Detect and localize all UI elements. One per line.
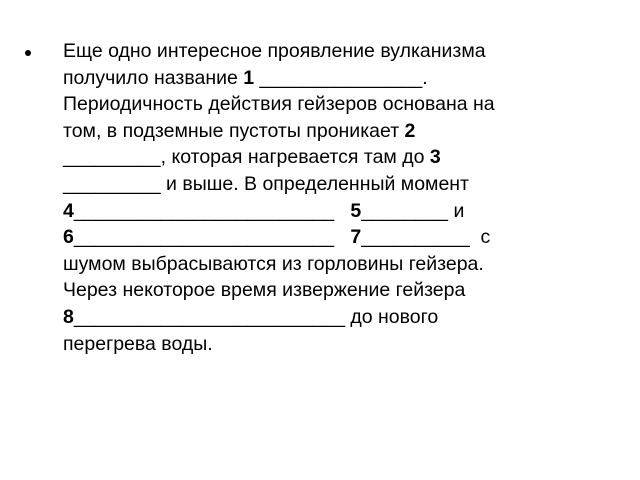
text-line bbox=[63, 331, 622, 358]
text-line bbox=[63, 91, 622, 118]
worksheet-paragraph bbox=[63, 38, 622, 357]
text-line bbox=[63, 38, 622, 65]
text-line bbox=[63, 65, 622, 92]
text-line bbox=[63, 224, 622, 251]
bullet-item bbox=[22, 38, 622, 357]
blank-number: 7 bbox=[350, 226, 362, 249]
blank-number: 2 bbox=[404, 119, 416, 142]
text-segment: ________________________ bbox=[73, 199, 351, 222]
text-line bbox=[63, 198, 622, 225]
blank-number: 5 bbox=[350, 199, 362, 222]
text-segment: Периодичность действия гейзеров основана на bbox=[63, 93, 495, 116]
bullet-dot-icon bbox=[25, 50, 31, 56]
text-segment: _______________. bbox=[254, 66, 428, 89]
blank-number: 8 bbox=[63, 305, 74, 328]
text-segment: получило название bbox=[63, 66, 244, 89]
text-line bbox=[63, 277, 622, 304]
text-segment: _________________________ до нового bbox=[73, 305, 439, 328]
text-segment: _________ и выше. В определенный момент bbox=[63, 172, 469, 195]
text-segment: Через некоторое время извержение гейзера bbox=[63, 279, 466, 302]
blank-number: 1 bbox=[243, 66, 255, 89]
blank-number: 3 bbox=[429, 146, 441, 169]
text-segment: шумом выбрасываются из горловины гейзера. bbox=[63, 252, 484, 275]
bullet-list bbox=[22, 38, 622, 357]
blank-number: 6 bbox=[63, 226, 74, 249]
text-line bbox=[63, 144, 622, 171]
text-line bbox=[63, 118, 622, 145]
text-line bbox=[63, 171, 622, 198]
text-segment: Еще одно интересное проявление вулканизма bbox=[63, 40, 486, 62]
text-segment: ________________________ bbox=[73, 226, 351, 249]
text-line bbox=[63, 304, 622, 331]
text-segment: _________, которая нагревается там до bbox=[63, 146, 430, 169]
blank-number: 4 bbox=[63, 199, 74, 222]
text-line bbox=[63, 251, 622, 278]
text-segment: ________ и bbox=[361, 199, 465, 222]
text-segment: перегрева воды. bbox=[63, 332, 213, 355]
text-segment: том, в подземные пустоты проникает bbox=[63, 119, 405, 142]
text-segment: __________ с bbox=[361, 226, 491, 249]
